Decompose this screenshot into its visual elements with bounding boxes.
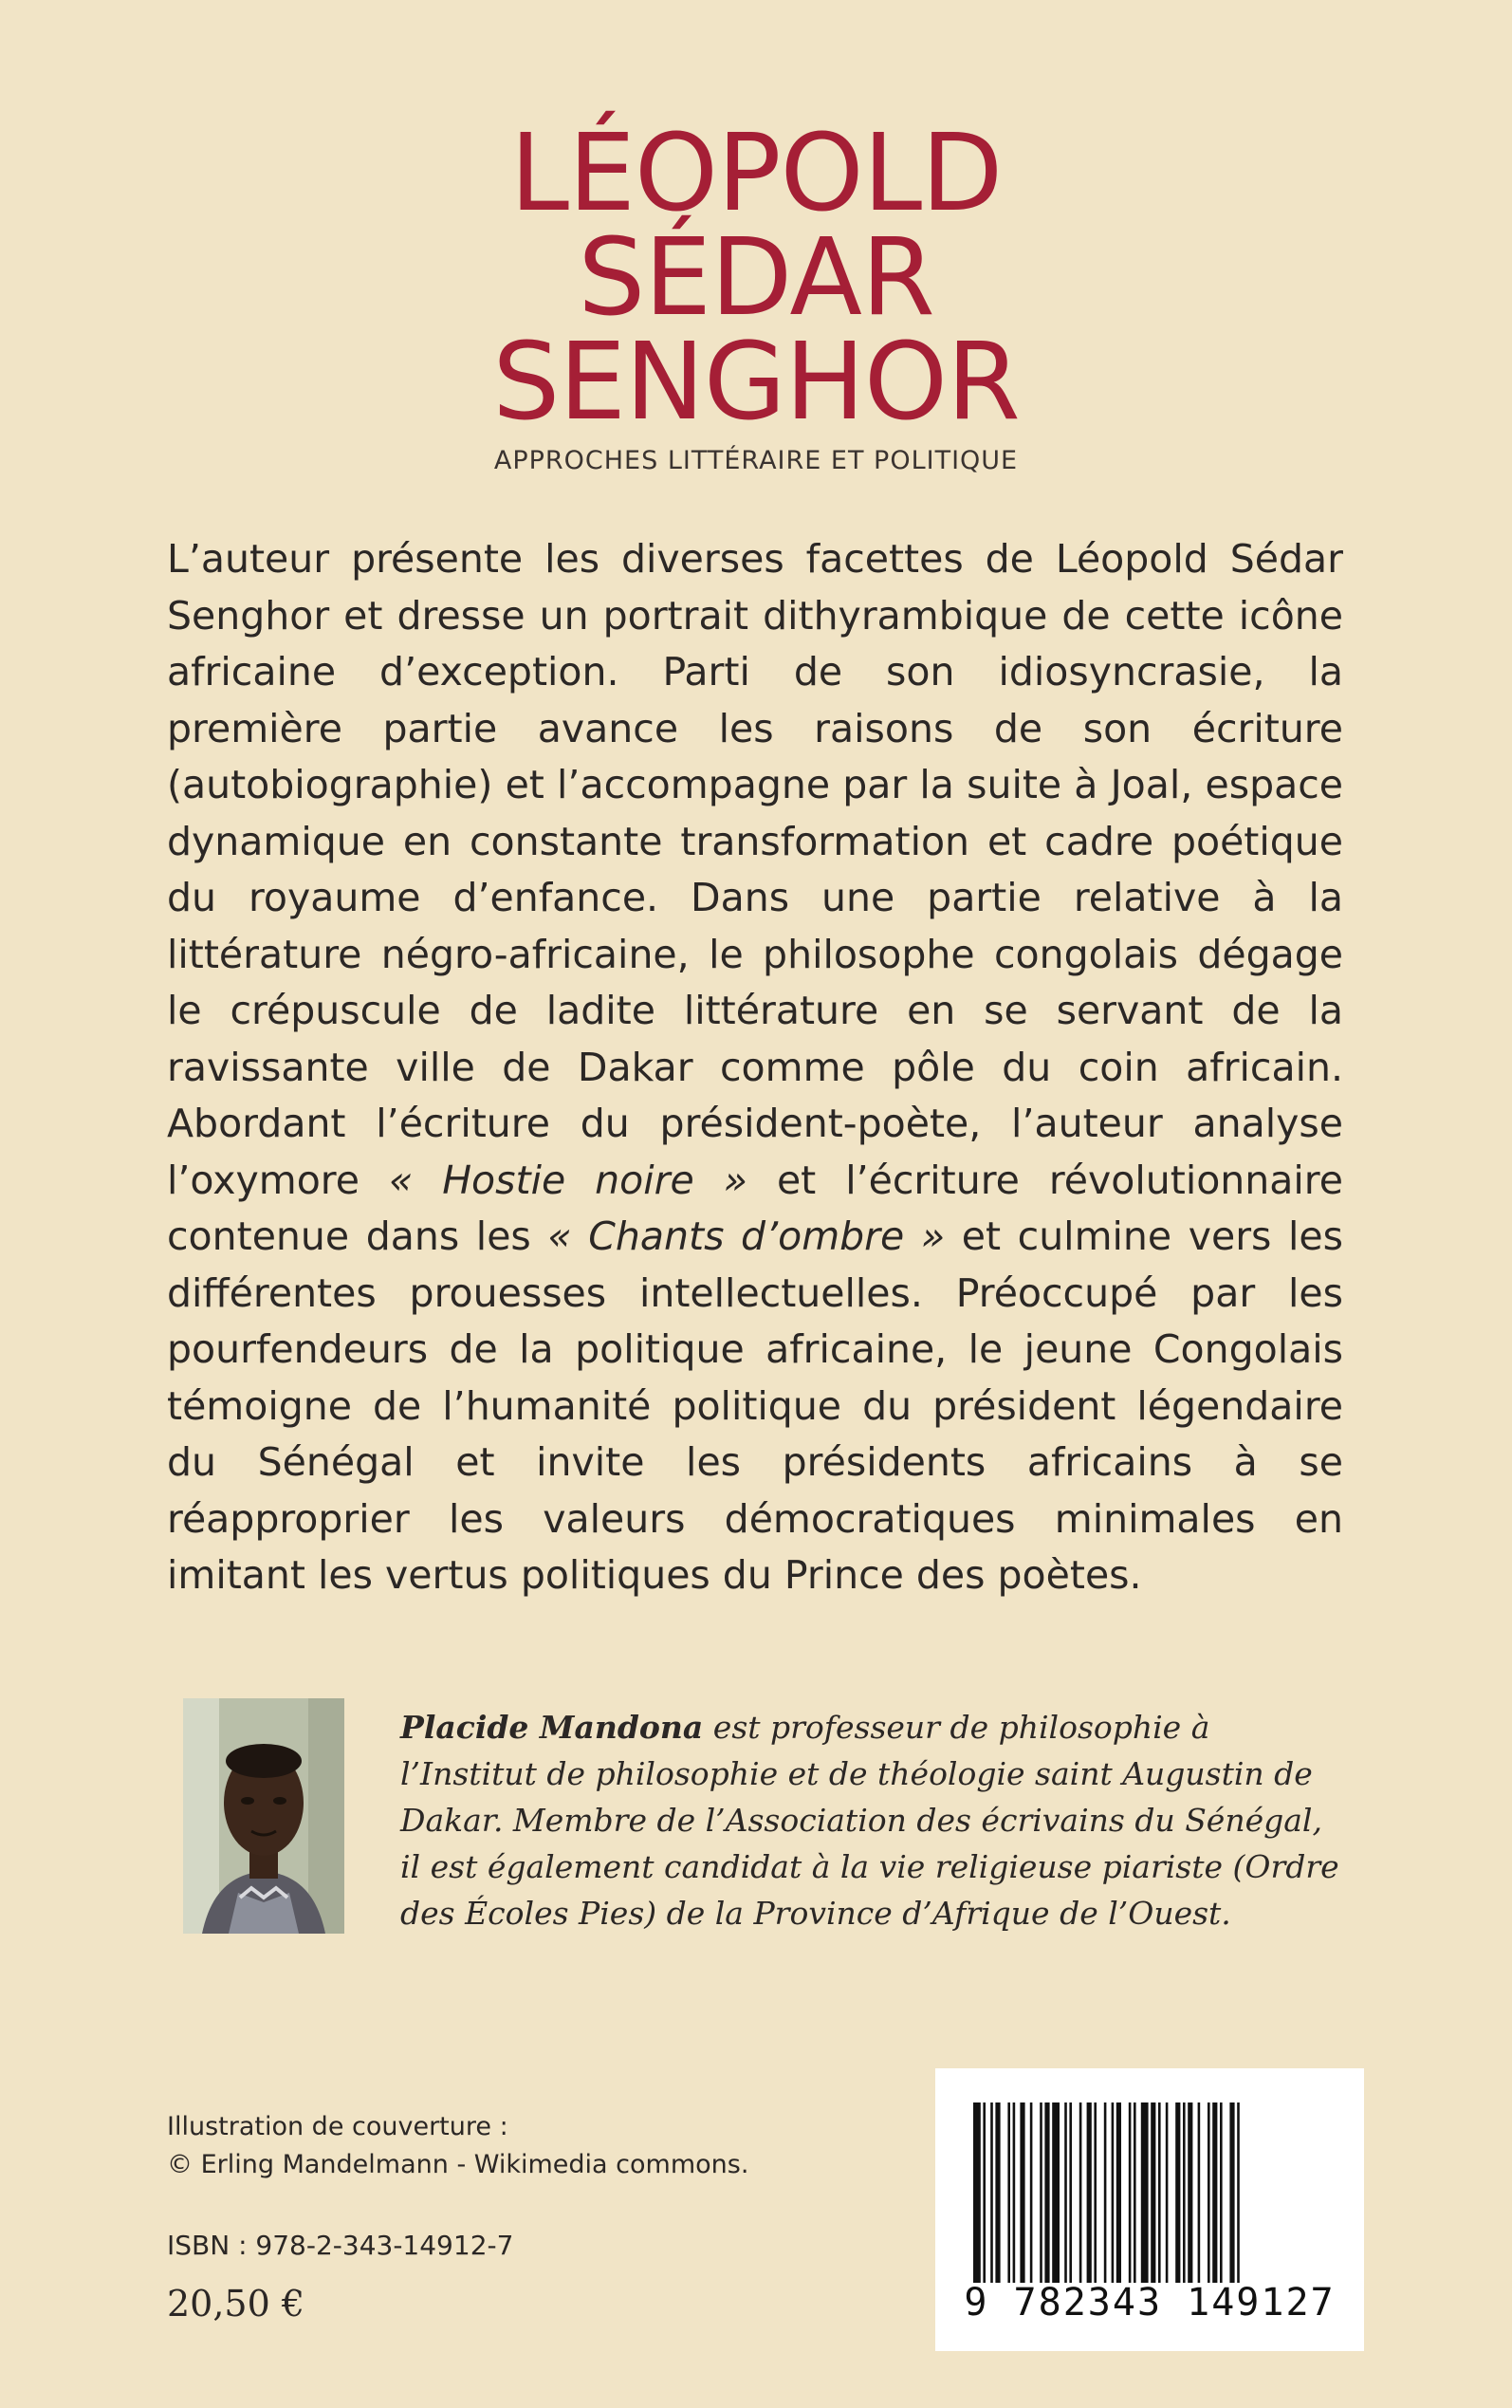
barcode-bar [1030,2102,1033,2283]
barcode-bar [1134,2102,1136,2283]
book-subtitle: APPROCHES LITTÉRAIRE ET POLITIQUE [493,446,1019,475]
barcode-bar [1198,2102,1201,2283]
description-part-3: et culmine vers les différentes prouesses intellectuelles. Préoccupé par les pourfendeurs de la politique africaine, le jeune Congolais témoigne de l’humanité politique du président légendaire du Sénégal et invite les présidents africains à se réapproprier les valeurs démocratiques minimales en imitant les vertus politiques du Prince des poètes. [167,1213,1343,1598]
barcode-bar [1094,2102,1097,2283]
barcode-bar [1013,2102,1016,2283]
barcode-bar [1040,2102,1042,2283]
title-line-3: SENGHOR [492,321,1020,444]
barcode-bar [1212,2102,1217,2283]
barcode-bar [1166,2102,1169,2283]
barcode-bar [973,2102,981,2283]
barcode-bar [1087,2102,1092,2283]
description-italic-hostie-noire: « Hostie noire » [388,1157,747,1203]
description-italic-chants-ombre: « Chants d’ombre » [547,1213,946,1259]
book-description [167,531,1343,1604]
isbn: ISBN : 978-2-343-14912-7 [167,2230,514,2261]
barcode-bar [1208,2102,1210,2283]
description-part-1: L’auteur présente les diverses facettes de Léopold Sédar Senghor et dresse un portrait dithyrambique de cette icône africaine d’exception. Parti de son idiosyncrasie, la première partie avance les raisons de son écriture (autobiographie) et l’accompagne par la suite à Joal, espace dynamique en constante transformation et cadre poétique du royaume d’enfance. Dans une partie relative à la littérature négro-africaine, le philosophe congolais dégage le crépuscule de ladite littérature en se servant de la ravissante ville de Dakar comme pôle du coin africain. Abordant l’écriture du président-poète, l’auteur analyse l’oxymore [167,536,1343,1203]
barcode-bar [1007,2102,1010,2283]
price: 20,50 € [167,2283,305,2325]
barcode-bar [1151,2102,1155,2283]
barcode-bar [1188,2102,1192,2283]
barcode-bar [1141,2102,1149,2283]
title-line-1: LÉOPOLD [509,112,1003,235]
barcode-icon [973,2102,1326,2283]
barcode-digits: 9 782343 149127 [964,2281,1336,2325]
author-bio-text: est professeur de philosophie à l’Institut de philosophie et de théologie saint Augustin de Dakar. Membre de l’Association des écrivains du Sénégal, il est également candidat à la vie religieuse piariste (Ordre des Écoles Pies) de la Province d’Afrique de l’Ouest. [400,1709,1339,1932]
title-line-2: SÉDAR [578,216,934,340]
barcode-bar [1229,2102,1234,2283]
barcode-bar [1069,2102,1072,2283]
barcode-bar [1175,2102,1180,2283]
author-portrait-icon [183,1698,344,1934]
barcode-bar [1129,2102,1132,2283]
barcode-bar [1220,2102,1223,2283]
barcode-bar [1079,2102,1082,2283]
author-bio [400,1704,1349,1936]
barcode-bar [1020,2102,1024,2283]
barcode-bar [1112,2102,1115,2283]
barcode-bar [983,2102,986,2283]
credits-label: Illustration de couverture : [167,2112,508,2141]
author-name: Placide Mandona [400,1709,704,1746]
barcode-bar [1044,2102,1049,2283]
barcode-bar [1104,2102,1107,2283]
credits-value: © Erling Mandelmann - Wikimedia commons. [167,2150,749,2179]
barcode-bar [1237,2102,1240,2283]
barcode-bar [995,2102,1000,2283]
barcode-bar [1064,2102,1067,2283]
book-title-block [0,112,1512,475]
barcode [935,2068,1364,2351]
description-part-2: et l’écriture révolutionnaire contenue dans les [167,1157,1343,1259]
barcode-bar [1183,2102,1186,2283]
barcode-bar [990,2102,993,2283]
cover-credits [167,2108,748,2184]
barcode-bar [1052,2102,1060,2283]
author-photo [183,1698,344,1934]
barcode-bar [1116,2102,1121,2283]
barcode-bar [1158,2102,1161,2283]
